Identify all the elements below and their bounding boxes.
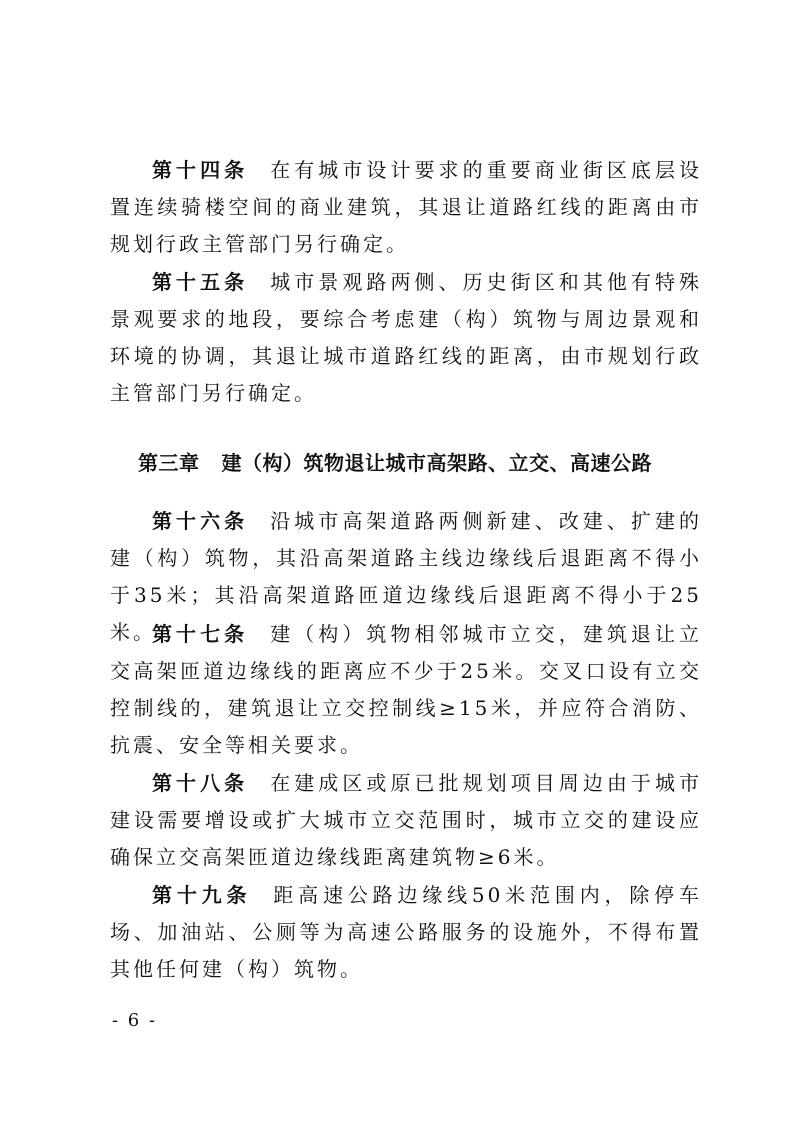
article-label: 第十四条 xyxy=(152,158,249,182)
article-text: 在有城市设计要求的重要商业街区底层设置连续骑楼空间的商业建筑，其退让道路红线的距离由市规划行政主管部门另行确定。 xyxy=(110,158,703,256)
article-text: 建（构）筑物相邻城市立交，建筑退让立交高架匝道边缘线的距离应不少于25米。交叉口设有立交控制线的，建筑退让立交控制线≥15米，并应符合消防、抗震、安全等相关要求。 xyxy=(110,622,703,757)
article-label: 第十七条 xyxy=(152,622,249,646)
article-15 xyxy=(110,264,702,412)
chapter-title: 建（构）筑物退让城市高架路、立交、高速公路 xyxy=(221,451,652,475)
article-18 xyxy=(110,765,702,876)
article-19 xyxy=(110,877,702,988)
article-label: 第十六条 xyxy=(152,509,249,533)
article-text: 沿城市高架道路两侧新建、改建、扩建的建（构）筑物，其沿高架道路主线边缘线后退距离不得小于35米；其沿高架道路匝道边缘线后退距离不得小于25米。 xyxy=(110,509,703,644)
chapter-heading xyxy=(138,446,698,480)
article-text: 城市景观路两侧、历史街区和其他有特殊景观要求的地段，要综合考虑建（构）筑物与周边景观和环境的协调，其退让城市道路红线的距离，由市规划行政主管部门另行确定。 xyxy=(110,270,703,405)
article-label: 第十五条 xyxy=(152,270,249,294)
article-label: 第十八条 xyxy=(152,771,249,795)
article-17 xyxy=(110,616,702,764)
article-text: 距高速公路边缘线50米范围内，除停车场、加油站、公厕等为高速公路服务的设施外，不得布置其他任何建（构）筑物。 xyxy=(110,883,702,981)
article-14 xyxy=(110,152,702,263)
page-number: - 6 - xyxy=(112,1010,158,1031)
chapter-number: 第三章 xyxy=(138,451,200,475)
article-label: 第十九条 xyxy=(152,883,252,907)
article-text: 在建成区或原已批规划项目周边由于城市建设需要增设或扩大城市立交范围时，城市立交的建设应确保立交高架匝道边缘线距离建筑物≥6米。 xyxy=(110,771,703,869)
